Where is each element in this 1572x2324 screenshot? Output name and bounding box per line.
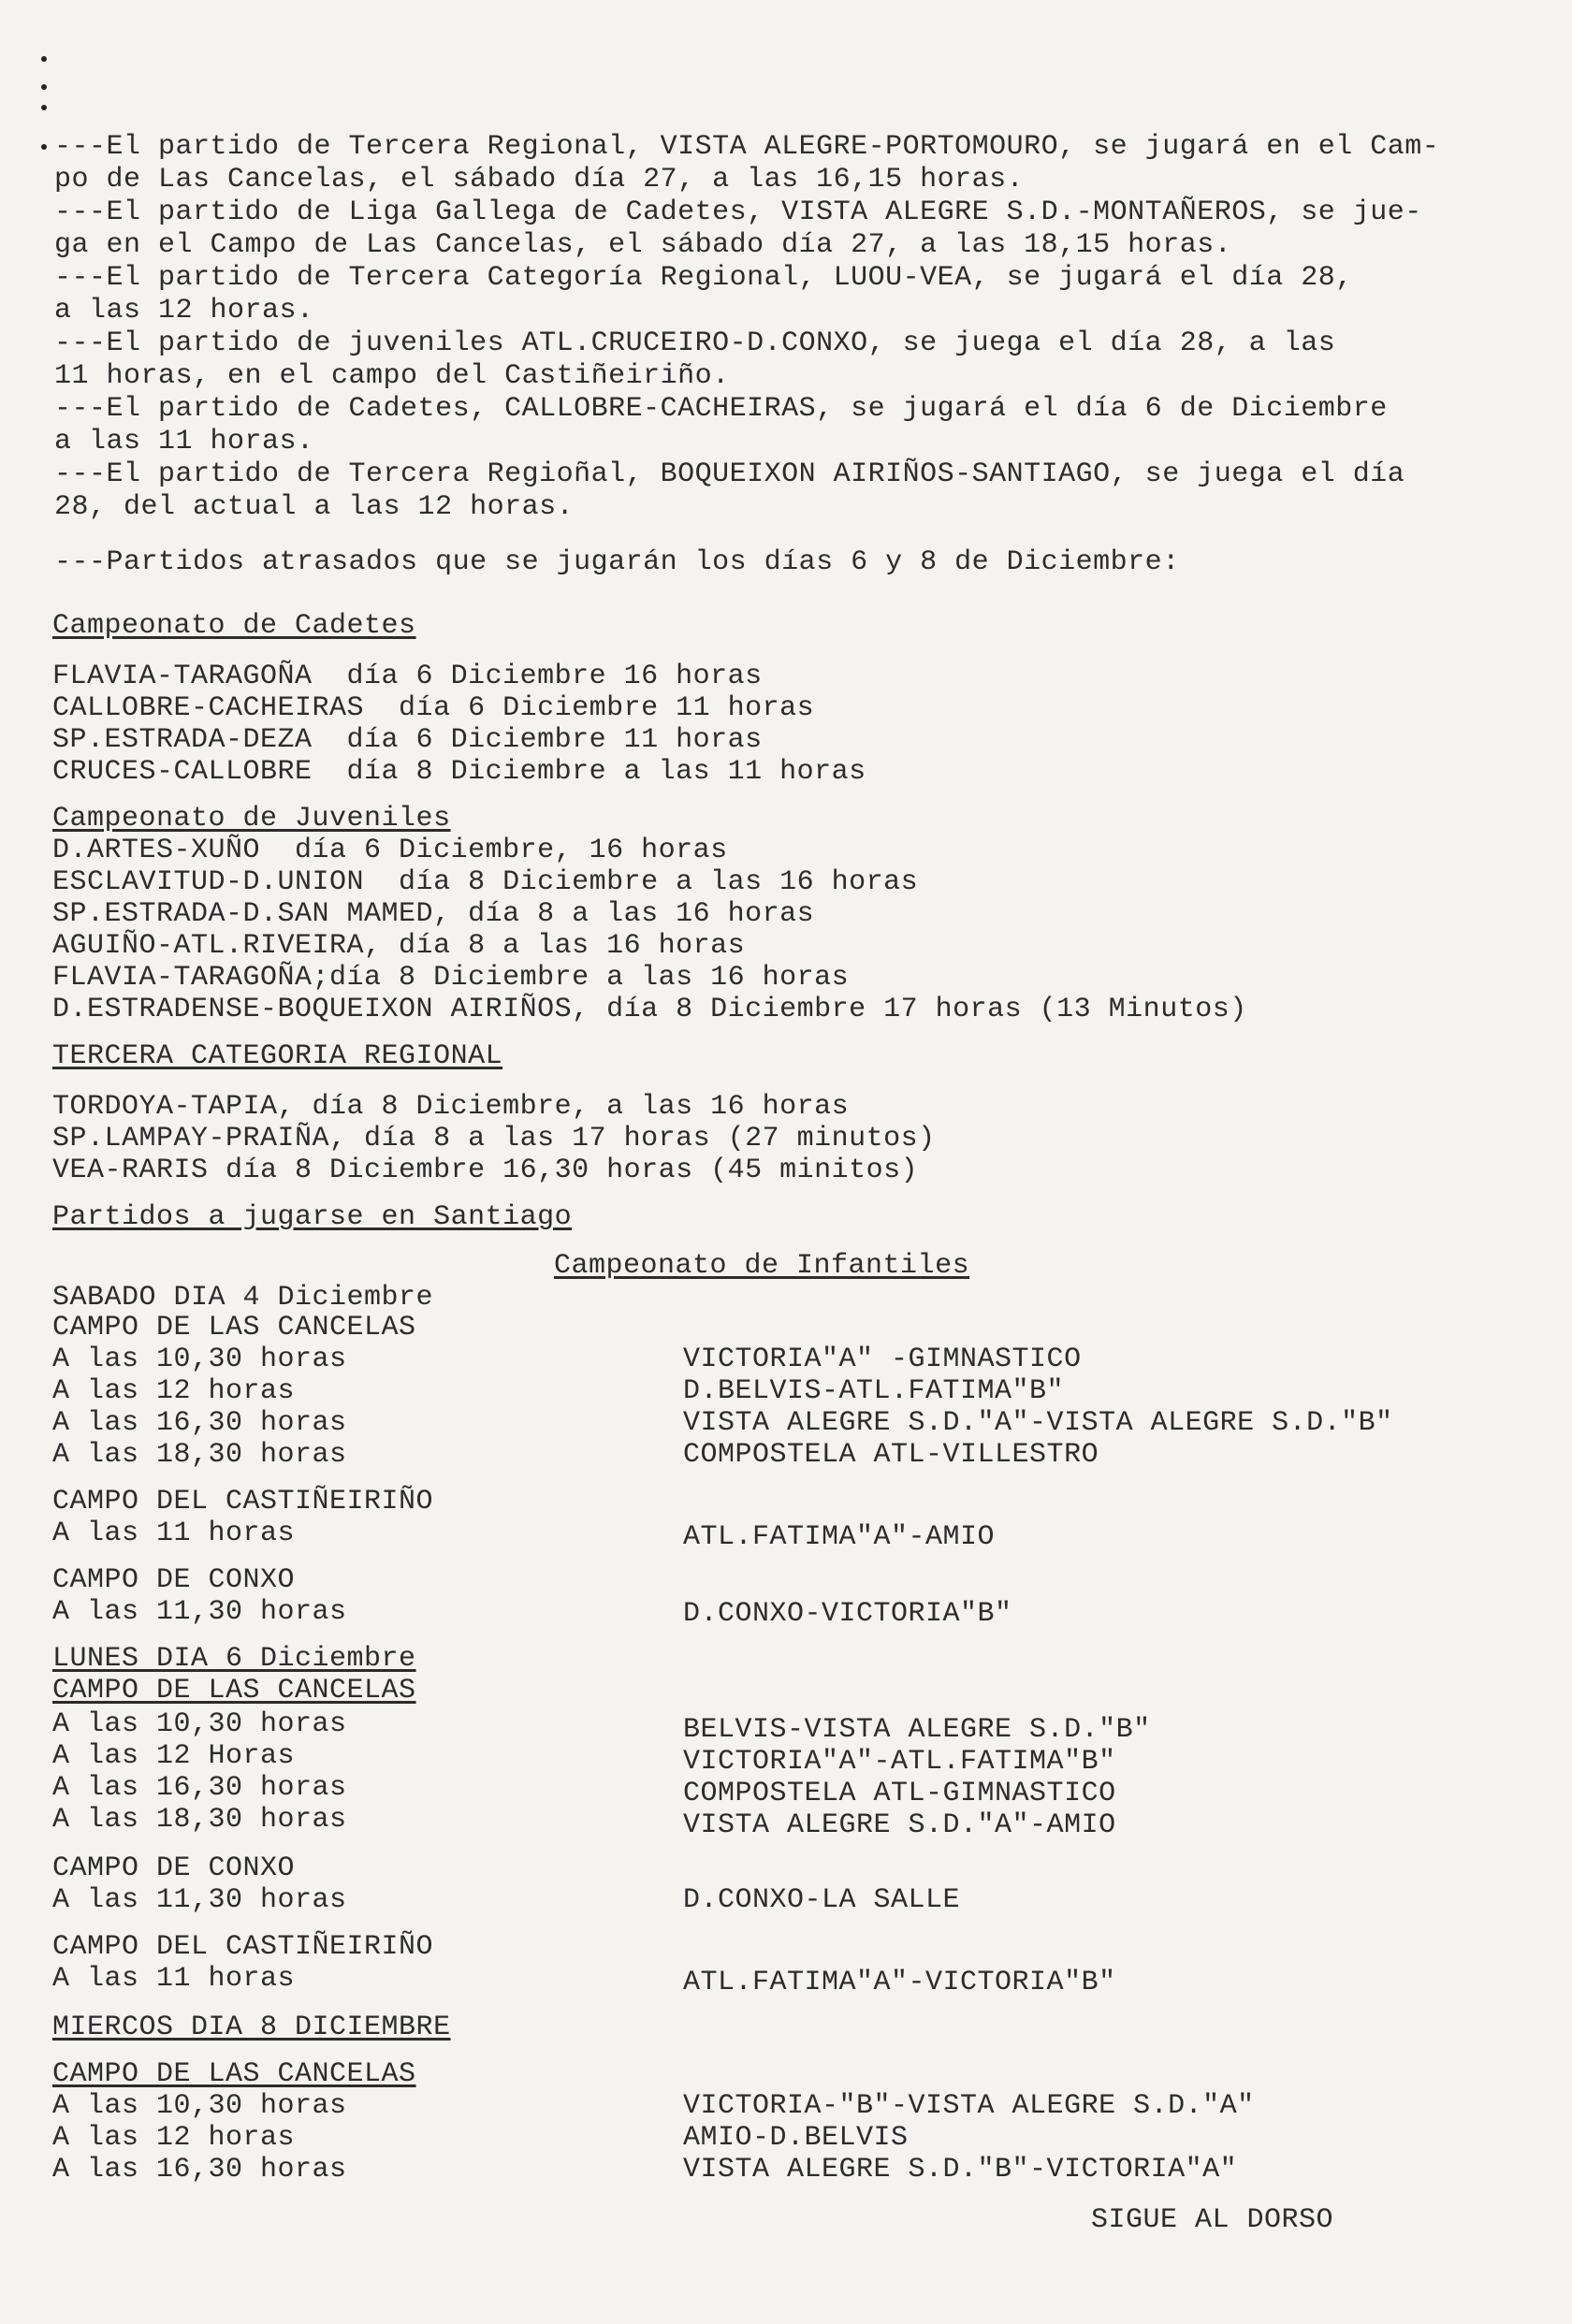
notice-line: ---El partido de Tercera Regioñal, BOQUEIXON AIRIÑOS-SANTIAGO, se juega el día	[54, 458, 1405, 490]
match-time: A las 11 horas	[52, 1518, 296, 1549]
tercera-heading: TERCERA CATEGORIA REGIONAL	[52, 1040, 503, 1072]
day-heading: LUNES DIA 6 Diciembre	[52, 1643, 416, 1675]
campo-heading: CAMPO DE LAS CANCELAS	[52, 1675, 416, 1707]
campo-heading: CAMPO DEL CASTIÑEIRIÑO	[52, 1931, 434, 1963]
juveniles-line: FLAVIA-TARAGOÑA;día 8 Diciembre a las 16 horas	[52, 962, 850, 994]
notice-line: ---El partido de juveniles ATL.CRUCEIRO-D.CONXO, se juega el día 28, a las	[54, 327, 1336, 359]
match-pairing: VICTORIA-"B"-VISTA ALEGRE S.D."A"	[683, 2090, 1255, 2122]
match-time: A las 18,30 horas	[52, 1804, 347, 1836]
notice-line: ---El partido de Liga Gallega de Cadetes, VISTA ALEGRE S.D.-MONTAÑEROS, se jue-	[54, 196, 1422, 228]
match-time: A las 11,30 horas	[52, 1884, 347, 1916]
infantiles-heading: Campeonato de Infantiles	[554, 1250, 970, 1282]
campo-heading: CAMPO DE LAS CANCELAS	[52, 2058, 416, 2090]
cadetes-line: SP.ESTRADA-DEZA día 6 Diciembre 11 horas	[52, 724, 763, 756]
match-time: A las 11 horas	[52, 1963, 296, 1995]
match-time: A las 16,30 horas	[52, 1407, 347, 1439]
notice-line: ---El partido de Tercera Categoría Regional, LUOU-VEA, se jugará el día 28,	[54, 262, 1353, 294]
match-pairing: D.CONXO-VICTORIA"B"	[683, 1598, 1012, 1630]
campo-heading: CAMPO DE CONXO	[52, 1852, 296, 1884]
campo-heading: CAMPO DEL CASTIÑEIRIÑO	[52, 1486, 434, 1518]
match-pairing: ATL.FATIMA"A"-VICTORIA"B"	[683, 1967, 1116, 1998]
match-pairing: VICTORIA"A"-ATL.FATIMA"B"	[683, 1746, 1116, 1778]
match-time: A las 12 horas	[52, 2122, 296, 2154]
match-pairing: VISTA ALEGRE S.D."B"-VICTORIA"A"	[683, 2154, 1238, 2186]
juveniles-line: SP.ESTRADA-D.SAN MAMED, día 8 a las 16 horas	[52, 898, 815, 930]
tercera-line: TORDOYA-TAPIA, día 8 Diciembre, a las 16 horas	[52, 1091, 850, 1123]
cadetes-line: CRUCES-CALLOBRE día 8 Diciembre a las 11 horas	[52, 756, 866, 788]
cadetes-line: CALLOBRE-CACHEIRAS día 6 Diciembre 11 horas	[52, 692, 815, 724]
juveniles-line: D.ESTRADENSE-BOQUEIXON AIRIÑOS, día 8 Diciembre 17 horas (13 Minutos)	[52, 994, 1247, 1025]
match-pairing: D.BELVIS-ATL.FATIMA"B"	[683, 1375, 1065, 1407]
margin-dot	[41, 56, 47, 62]
tercera-line: VEA-RARIS día 8 Diciembre 16,30 horas (45 minitos)	[52, 1155, 919, 1186]
match-pairing: VISTA ALEGRE S.D."A"-VISTA ALEGRE S.D."B"	[683, 1407, 1393, 1439]
match-time: A las 10,30 horas	[52, 2090, 347, 2122]
notice-line: ---El partido de Cadetes, CALLOBRE-CACHEIRAS, se jugará el día 6 de Diciembre	[54, 393, 1388, 425]
match-pairing: COMPOSTELA ATL-GIMNASTICO	[683, 1778, 1116, 1809]
match-time: A las 11,30 horas	[52, 1596, 347, 1628]
notice-line: po de Las Cancelas, el sábado día 27, a las 16,15 horas.	[54, 164, 1025, 196]
notice-line: ga en el Campo de Las Cancelas, el sábado día 27, a las 18,15 horas.	[54, 229, 1232, 261]
match-time: A las 10,30 horas	[52, 1344, 347, 1375]
margin-dot	[41, 105, 47, 110]
match-time: A las 16,30 horas	[52, 2154, 347, 2186]
match-time: A las 12 Horas	[52, 1740, 296, 1772]
campo-heading: CAMPO DE LAS CANCELAS	[52, 1312, 416, 1344]
campo-heading: CAMPO DE CONXO	[52, 1564, 296, 1596]
match-time: A las 18,30 horas	[52, 1439, 347, 1471]
tercera-line: SP.LAMPAY-PRAIÑA, día 8 a las 17 horas (27 minutos)	[52, 1123, 936, 1155]
santiago-heading: Partidos a jugarse en Santiago	[52, 1201, 573, 1233]
margin-dot	[41, 84, 47, 90]
delayed-intro: ---Partidos atrasados que se jugarán los días 6 y 8 de Diciembre:	[54, 546, 1180, 578]
day-heading: SABADO DIA 4 Diciembre	[52, 1282, 434, 1314]
juveniles-line: ESCLAVITUD-D.UNION día 8 Diciembre a las 16 horas	[52, 866, 919, 898]
notice-line: a las 12 horas.	[54, 295, 314, 327]
footer-note: SIGUE AL DORSO	[1091, 2204, 1334, 2236]
match-pairing: COMPOSTELA ATL-VILLESTRO	[683, 1439, 1099, 1471]
match-pairing: D.CONXO-LA SALLE	[683, 1884, 961, 1916]
match-pairing: ATL.FATIMA"A"-AMIO	[683, 1521, 996, 1553]
notice-line: 28, del actual a las 12 horas.	[54, 491, 575, 523]
juveniles-line: AGUIÑO-ATL.RIVEIRA, día 8 a las 16 horas	[52, 930, 746, 962]
match-pairing: VICTORIA"A" -GIMNASTICO	[683, 1344, 1082, 1375]
match-pairing: AMIO-D.BELVIS	[683, 2122, 909, 2154]
cadetes-line: FLAVIA-TARAGOÑA día 6 Diciembre 16 horas	[52, 661, 763, 692]
notice-line: ---El partido de Tercera Regional, VISTA ALEGRE-PORTOMOURO, se jugará en el Cam-	[54, 131, 1440, 163]
day-heading: MIERCOS DIA 8 DICIEMBRE	[52, 2012, 451, 2043]
margin-dot	[41, 144, 47, 150]
notice-line: 11 horas, en el campo del Castiñeiriño.	[54, 360, 730, 392]
match-time: A las 16,30 horas	[52, 1772, 347, 1804]
juveniles-heading: Campeonato de Juveniles	[52, 803, 451, 835]
cadetes-heading: Campeonato de Cadetes	[52, 610, 416, 642]
notice-line: a las 11 horas.	[54, 426, 314, 458]
match-time: A las 12 horas	[52, 1375, 296, 1407]
juveniles-line: D.ARTES-XUÑO día 6 Diciembre, 16 horas	[52, 835, 728, 866]
match-pairing: BELVIS-VISTA ALEGRE S.D."B"	[683, 1714, 1151, 1746]
match-pairing: VISTA ALEGRE S.D."A"-AMIO	[683, 1809, 1116, 1841]
match-time: A las 10,30 horas	[52, 1708, 347, 1740]
